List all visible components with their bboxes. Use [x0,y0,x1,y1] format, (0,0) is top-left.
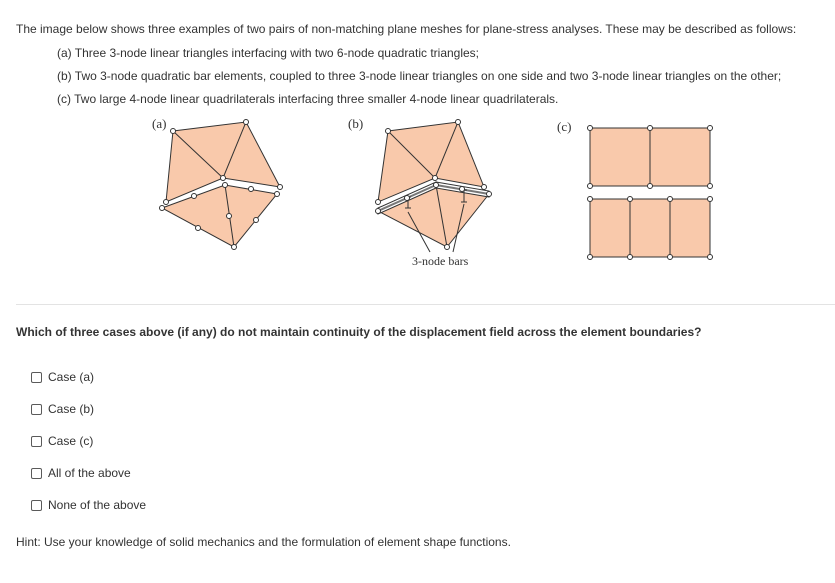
checkbox[interactable] [31,468,42,479]
case-a-description: (a) Three 3-node linear triangles interfacing with two 6-node quadratic triangles; [57,46,480,60]
checkbox[interactable] [31,372,42,383]
case-c-upper-mesh [590,128,710,186]
question-text: Which of three cases above (if any) do not maintain continuity of the displacement field across the element boundaries? [16,325,702,339]
checkbox[interactable] [31,436,42,447]
intro-text: The image below shows three examples of two pairs of non-matching plane meshes for plane-stress analyses. These may be described as follows: [16,22,797,36]
checkbox[interactable] [31,500,42,511]
case-c-description: (c) Two large 4-node linear quadrilaterals interfacing three smaller 4-node linear quadrilaterals. [57,92,559,106]
mesh-figure [140,112,740,272]
option-label: None of the above [48,498,147,512]
bars-label: 3-node bars [412,254,469,268]
hint-text: Hint: Use your knowledge of solid mechanics and the formulation of element shape functions. [16,535,511,549]
option-label: All of the above [48,466,131,480]
figure-label-c: (c) [557,119,572,134]
option-none[interactable] [31,497,146,513]
option-label: Case (b) [48,402,95,416]
checkbox[interactable] [31,404,42,415]
case-b-description: (b) Two 3-node quadratic bar elements, coupled to three 3-node linear triangles on one side and two 3-node linear triangles on the other; [57,69,782,83]
option-case-b[interactable] [31,401,94,417]
case-c-lower-mesh [590,199,710,257]
option-label: Case (c) [48,434,94,448]
option-label: Case (a) [48,370,95,384]
section-divider [16,304,835,305]
option-all[interactable] [31,465,131,481]
figure-label-a: (a) [152,116,167,131]
figure-label-b: (b) [348,116,364,131]
option-case-c[interactable] [31,433,93,449]
option-case-a[interactable] [31,369,94,385]
